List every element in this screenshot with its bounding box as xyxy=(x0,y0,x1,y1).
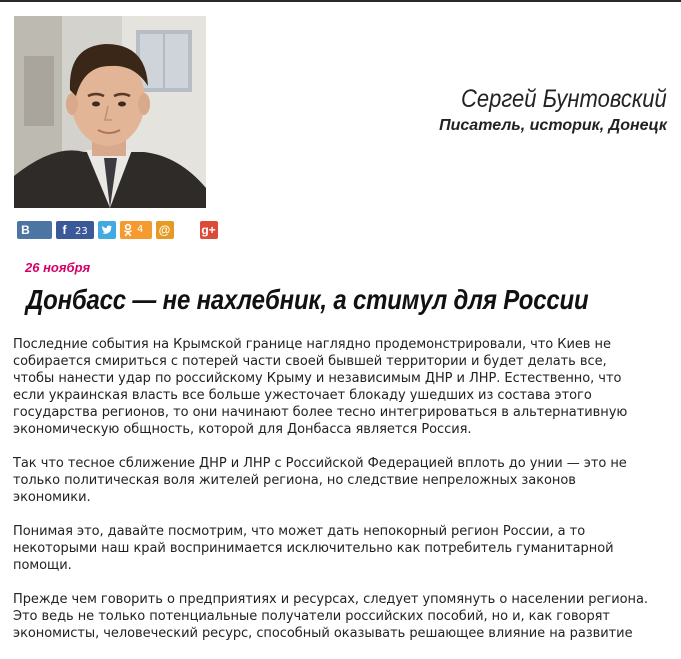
twitter-share-button[interactable] xyxy=(98,221,116,239)
article-paragraph xyxy=(13,591,673,642)
author-block xyxy=(433,84,667,137)
top-border xyxy=(0,0,681,2)
article-title: Донбасс — не нахлебник, а стимул для России xyxy=(26,284,589,315)
paragraph-line: чтобы нанести удар по российскому Крыму и независимым ДНР и ЛНР. Естественно, что xyxy=(13,371,622,386)
article-paragraph xyxy=(13,336,673,438)
paragraph-line: Последние события на Крымской границе наглядно продемонстрировали, что Киев не xyxy=(13,337,611,352)
paragraph-line: собирается смириться с потерей части своей бывшей территории и будет делать все, xyxy=(13,354,607,369)
author-role: Писатель, историк, Донецк xyxy=(439,117,667,134)
odnoklassniki-icon xyxy=(120,221,135,239)
mailru-share-button[interactable] xyxy=(156,221,174,239)
facebook-icon: f xyxy=(62,223,67,237)
author-photo xyxy=(14,16,206,208)
vk-share-button[interactable] xyxy=(17,221,52,255)
googleplus-icon: g+ xyxy=(201,223,216,237)
author-avatar xyxy=(14,16,206,208)
facebook-share-button[interactable] xyxy=(56,221,94,239)
paragraph-line: Это ведь не только потенциальные получатели российских пособий, но и, как говорят xyxy=(13,609,610,624)
paragraph-line: только политическая воля жителей региона, но следствие непреложных законов xyxy=(13,473,576,488)
paragraph-line: Прежде чем говорить о предприятиях и ресурсах, следует упомянуть о населении региона. xyxy=(13,592,648,607)
odnoklassniki-share-button[interactable] xyxy=(120,221,152,239)
vk-icon: В xyxy=(21,223,30,237)
paragraph-line: некоторыми наш край воспринимается исключительно как потребитель гуманитарной xyxy=(13,541,614,556)
article-paragraph xyxy=(13,523,673,574)
facebook-share-count: 23 xyxy=(75,226,88,237)
googleplus-share-button[interactable] xyxy=(200,221,218,239)
paragraph-line: Понимая это, давайте посмотрим, что может дать непокорный регион России, а то xyxy=(13,524,586,539)
paragraph-line: если украинская власть все больше ужесточает блокаду ушедших из состава этого xyxy=(13,388,592,403)
vk-share-count: 31 xyxy=(19,244,32,255)
article-paragraph xyxy=(13,455,673,506)
twitter-icon xyxy=(98,221,116,239)
odnoklassniki-share-count: 4 xyxy=(137,224,144,235)
paragraph-line: экономисты, человеческий ресурс, способный оказывать решающее влияние на развитие xyxy=(13,626,633,641)
paragraph-line: помощи. xyxy=(13,558,72,573)
paragraph-line: экономики. xyxy=(13,490,91,505)
article-date: 26 ноября xyxy=(25,260,91,275)
paragraph-line: государства регионов, то они начинают более тесно интегрироваться в альтернативную xyxy=(13,405,628,420)
paragraph-line: экономическую общность, которой для Донбасса является Россия. xyxy=(13,422,472,437)
article-body xyxy=(13,336,673,659)
author-name[interactable]: Сергей Бунтовский xyxy=(461,85,667,113)
paragraph-line: Так что тесное сближение ДНР и ЛНР с Российской Федерацией вплоть до унии — это не xyxy=(13,456,627,471)
mailru-icon: @ xyxy=(158,223,171,237)
